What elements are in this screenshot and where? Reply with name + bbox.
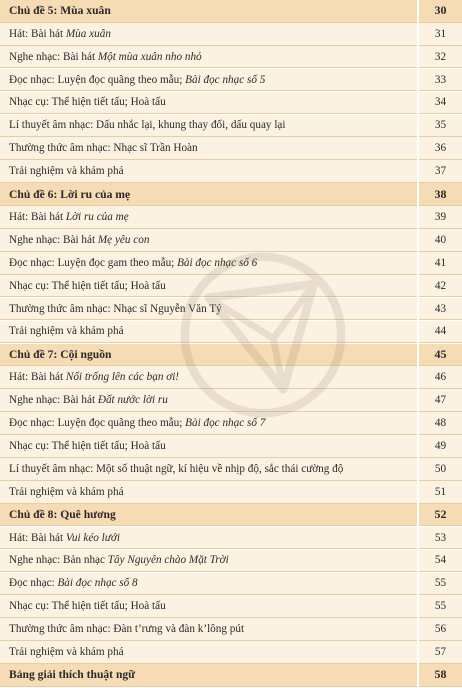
page-number: 58 (419, 664, 462, 687)
entry-title-text: Chủ đề 8: Quê hương (9, 508, 116, 522)
entry-title (0, 69, 417, 92)
toc-entry-row[interactable] (0, 550, 462, 573)
page-number: 48 (419, 412, 462, 435)
entry-title-italic: Nổi trống lên các bạn ơi! (65, 371, 180, 384)
toc-entry-row[interactable] (0, 412, 462, 435)
entry-title (0, 389, 417, 412)
page-number: 53 (419, 527, 462, 550)
entry-title (0, 206, 417, 229)
toc-entry-row[interactable] (0, 206, 462, 229)
entry-title-text: Nghe nhạc: Bài hát (9, 233, 98, 246)
entry-title-text: Thường thức âm nhạc: Đàn t’rưng và đàn k’lông pút (9, 623, 245, 636)
entry-title-text: Chủ đề 7: Cội nguồn (9, 347, 112, 361)
entry-title-italic: Vui kéo lưới (65, 531, 120, 544)
toc-section-row[interactable] (0, 504, 462, 527)
section-title (0, 0, 417, 23)
entry-title (0, 92, 417, 115)
toc-section-row[interactable] (0, 664, 462, 687)
section-title (0, 183, 417, 206)
toc-section-row[interactable] (0, 344, 462, 367)
page-number: 56 (419, 618, 462, 641)
page-number: 36 (419, 137, 462, 160)
entry-title-text: Chủ đề 5: Mùa xuân (9, 4, 111, 18)
page-number: 32 (419, 46, 462, 69)
entry-title (0, 275, 417, 298)
page-number: 55 (419, 595, 462, 618)
page-number: 40 (419, 229, 462, 252)
page-number: 33 (419, 69, 462, 92)
section-title (0, 504, 417, 527)
page-number: 34 (419, 92, 462, 115)
toc-entry-row[interactable] (0, 137, 462, 160)
entry-title (0, 229, 417, 252)
page-number: 55 (419, 573, 462, 596)
entry-title (0, 458, 417, 481)
toc-entry-row[interactable] (0, 23, 462, 46)
toc-entry-row[interactable] (0, 458, 462, 481)
page-number: 51 (419, 481, 462, 504)
toc-entry-row[interactable] (0, 92, 462, 115)
entry-title (0, 252, 417, 275)
toc-entry-row[interactable] (0, 46, 462, 69)
entry-title-text: Nhạc cụ: Thể hiện tiết tấu; Hoà tấu (9, 96, 166, 109)
toc-entry-row[interactable] (0, 321, 462, 344)
entry-title-text: Trải nghiệm và khám phá (9, 485, 124, 498)
entry-title (0, 595, 417, 618)
entry-title-italic: Bài đọc nhạc số 6 (177, 256, 258, 269)
entry-title-text: Nghe nhạc: Bài hát (9, 394, 98, 407)
toc-entry-row[interactable] (0, 298, 462, 321)
section-title (0, 664, 417, 687)
page-number: 57 (419, 641, 462, 664)
toc-entry-row[interactable] (0, 641, 462, 664)
entry-title-text: Trải nghiệm và khám phá (9, 165, 124, 178)
entry-title-italic: Tây Nguyên chào Mặt Trời (107, 554, 229, 567)
toc-entry-row[interactable] (0, 252, 462, 275)
entry-title-text: Thường thức âm nhạc: Nhạc sĩ Trần Hoàn (9, 142, 198, 155)
page-number: 41 (419, 252, 462, 275)
page-number: 31 (419, 23, 462, 46)
entry-title-italic: Mẹ yêu con (97, 233, 150, 246)
entry-title (0, 160, 417, 183)
entry-title-text: Nhạc cụ: Thể hiện tiết tấu; Hoà tấu (9, 279, 166, 292)
entry-title (0, 550, 417, 573)
entry-title-italic: Lời ru của mẹ (65, 210, 129, 223)
entry-title-text: Đọc nhạc: Luyện đọc quãng theo mẫu; (9, 417, 186, 430)
entry-title-italic: Đất nước lời ru (97, 394, 168, 407)
page-number: 49 (419, 435, 462, 458)
section-title (0, 344, 417, 367)
entry-title (0, 366, 417, 389)
toc-entry-row[interactable] (0, 527, 462, 550)
entry-title (0, 137, 417, 160)
entry-title (0, 481, 417, 504)
entry-title (0, 23, 417, 46)
entry-title (0, 527, 417, 550)
toc-entry-row[interactable] (0, 275, 462, 298)
toc-entry-row[interactable] (0, 573, 462, 596)
entry-title (0, 435, 417, 458)
entry-title-text: Đọc nhạc: (9, 577, 58, 590)
page-number: 44 (419, 321, 462, 344)
entry-title-text: Thường thức âm nhạc: Nhạc sĩ Nguyễn Văn Tý (9, 302, 222, 315)
entry-title-text: Nghe nhạc: Bài hát (9, 50, 98, 63)
entry-title-italic: Bài đọc nhạc số 8 (57, 577, 138, 590)
entry-title-text: Nhạc cụ: Thể hiện tiết tấu; Hoà tấu (9, 439, 166, 452)
page-number: 54 (419, 550, 462, 573)
page-number: 50 (419, 458, 462, 481)
toc-section-row[interactable] (0, 183, 462, 206)
entry-title-italic: Một mùa xuân nho nhỏ (97, 50, 202, 63)
entry-title (0, 573, 417, 596)
entry-title (0, 321, 417, 344)
entry-title-text: Lí thuyết âm nhạc: Dấu nhắc lại, khung thay đổi, dấu quay lại (9, 119, 286, 132)
entry-title-text: Nghe nhạc: Bản nhạc (9, 554, 108, 567)
entry-title (0, 115, 417, 138)
entry-title-text: Hát: Bài hát (9, 27, 66, 40)
entry-title (0, 618, 417, 641)
page-number: 45 (419, 344, 462, 367)
entry-title-text: Chủ đề 6: Lời ru của mẹ (9, 187, 131, 201)
page-number: 46 (419, 366, 462, 389)
entry-title-text: Đọc nhạc: Luyện đọc quãng theo mẫu; (9, 73, 186, 86)
entry-title (0, 641, 417, 664)
page-number: 38 (419, 183, 462, 206)
page-number: 35 (419, 115, 462, 138)
entry-title-text: Hát: Bài hát (9, 210, 66, 223)
toc-entry-row[interactable] (0, 69, 462, 92)
toc-entry-row[interactable] (0, 435, 462, 458)
toc-entry-row[interactable] (0, 160, 462, 183)
page-number: 30 (419, 0, 462, 23)
page-number: 39 (419, 206, 462, 229)
toc-entry-row[interactable] (0, 481, 462, 504)
entry-title (0, 298, 417, 321)
entry-title-text: Trải nghiệm và khám phá (9, 646, 124, 659)
toc-entry-row[interactable] (0, 389, 462, 412)
entry-title-text: Hát: Bài hát (9, 371, 66, 384)
toc-entry-row[interactable] (0, 366, 462, 389)
entry-title-text: Hát: Bài hát (9, 531, 66, 544)
page-number: 42 (419, 275, 462, 298)
toc-section-row[interactable] (0, 0, 462, 23)
toc-entry-row[interactable] (0, 618, 462, 641)
entry-title-italic: Bài đọc nhạc số 7 (185, 417, 266, 430)
toc-entry-row[interactable] (0, 115, 462, 138)
page-number: 37 (419, 160, 462, 183)
page-number: 47 (419, 389, 462, 412)
page-number: 43 (419, 298, 462, 321)
entry-title (0, 46, 417, 69)
page-number: 52 (419, 504, 462, 527)
entry-title-text: Bảng giải thích thuật ngữ (9, 668, 136, 682)
entry-title-text: Đọc nhạc: Luyện đọc gam theo mẫu; (9, 256, 178, 269)
entry-title-italic: Mùa xuân (65, 27, 111, 40)
toc-entry-row[interactable] (0, 229, 462, 252)
entry-title-italic: Bài đọc nhạc số 5 (185, 73, 266, 86)
entry-title-text: Nhạc cụ: Thể hiện tiết tấu; Hoà tấu (9, 600, 166, 613)
entry-title-text: Lí thuyết âm nhạc: Một số thuật ngữ, kí hiệu về nhịp độ, sắc thái cường độ (9, 462, 344, 475)
entry-title-text: Trải nghiệm và khám phá (9, 325, 124, 338)
toc-entry-row[interactable] (0, 595, 462, 618)
entry-title (0, 412, 417, 435)
